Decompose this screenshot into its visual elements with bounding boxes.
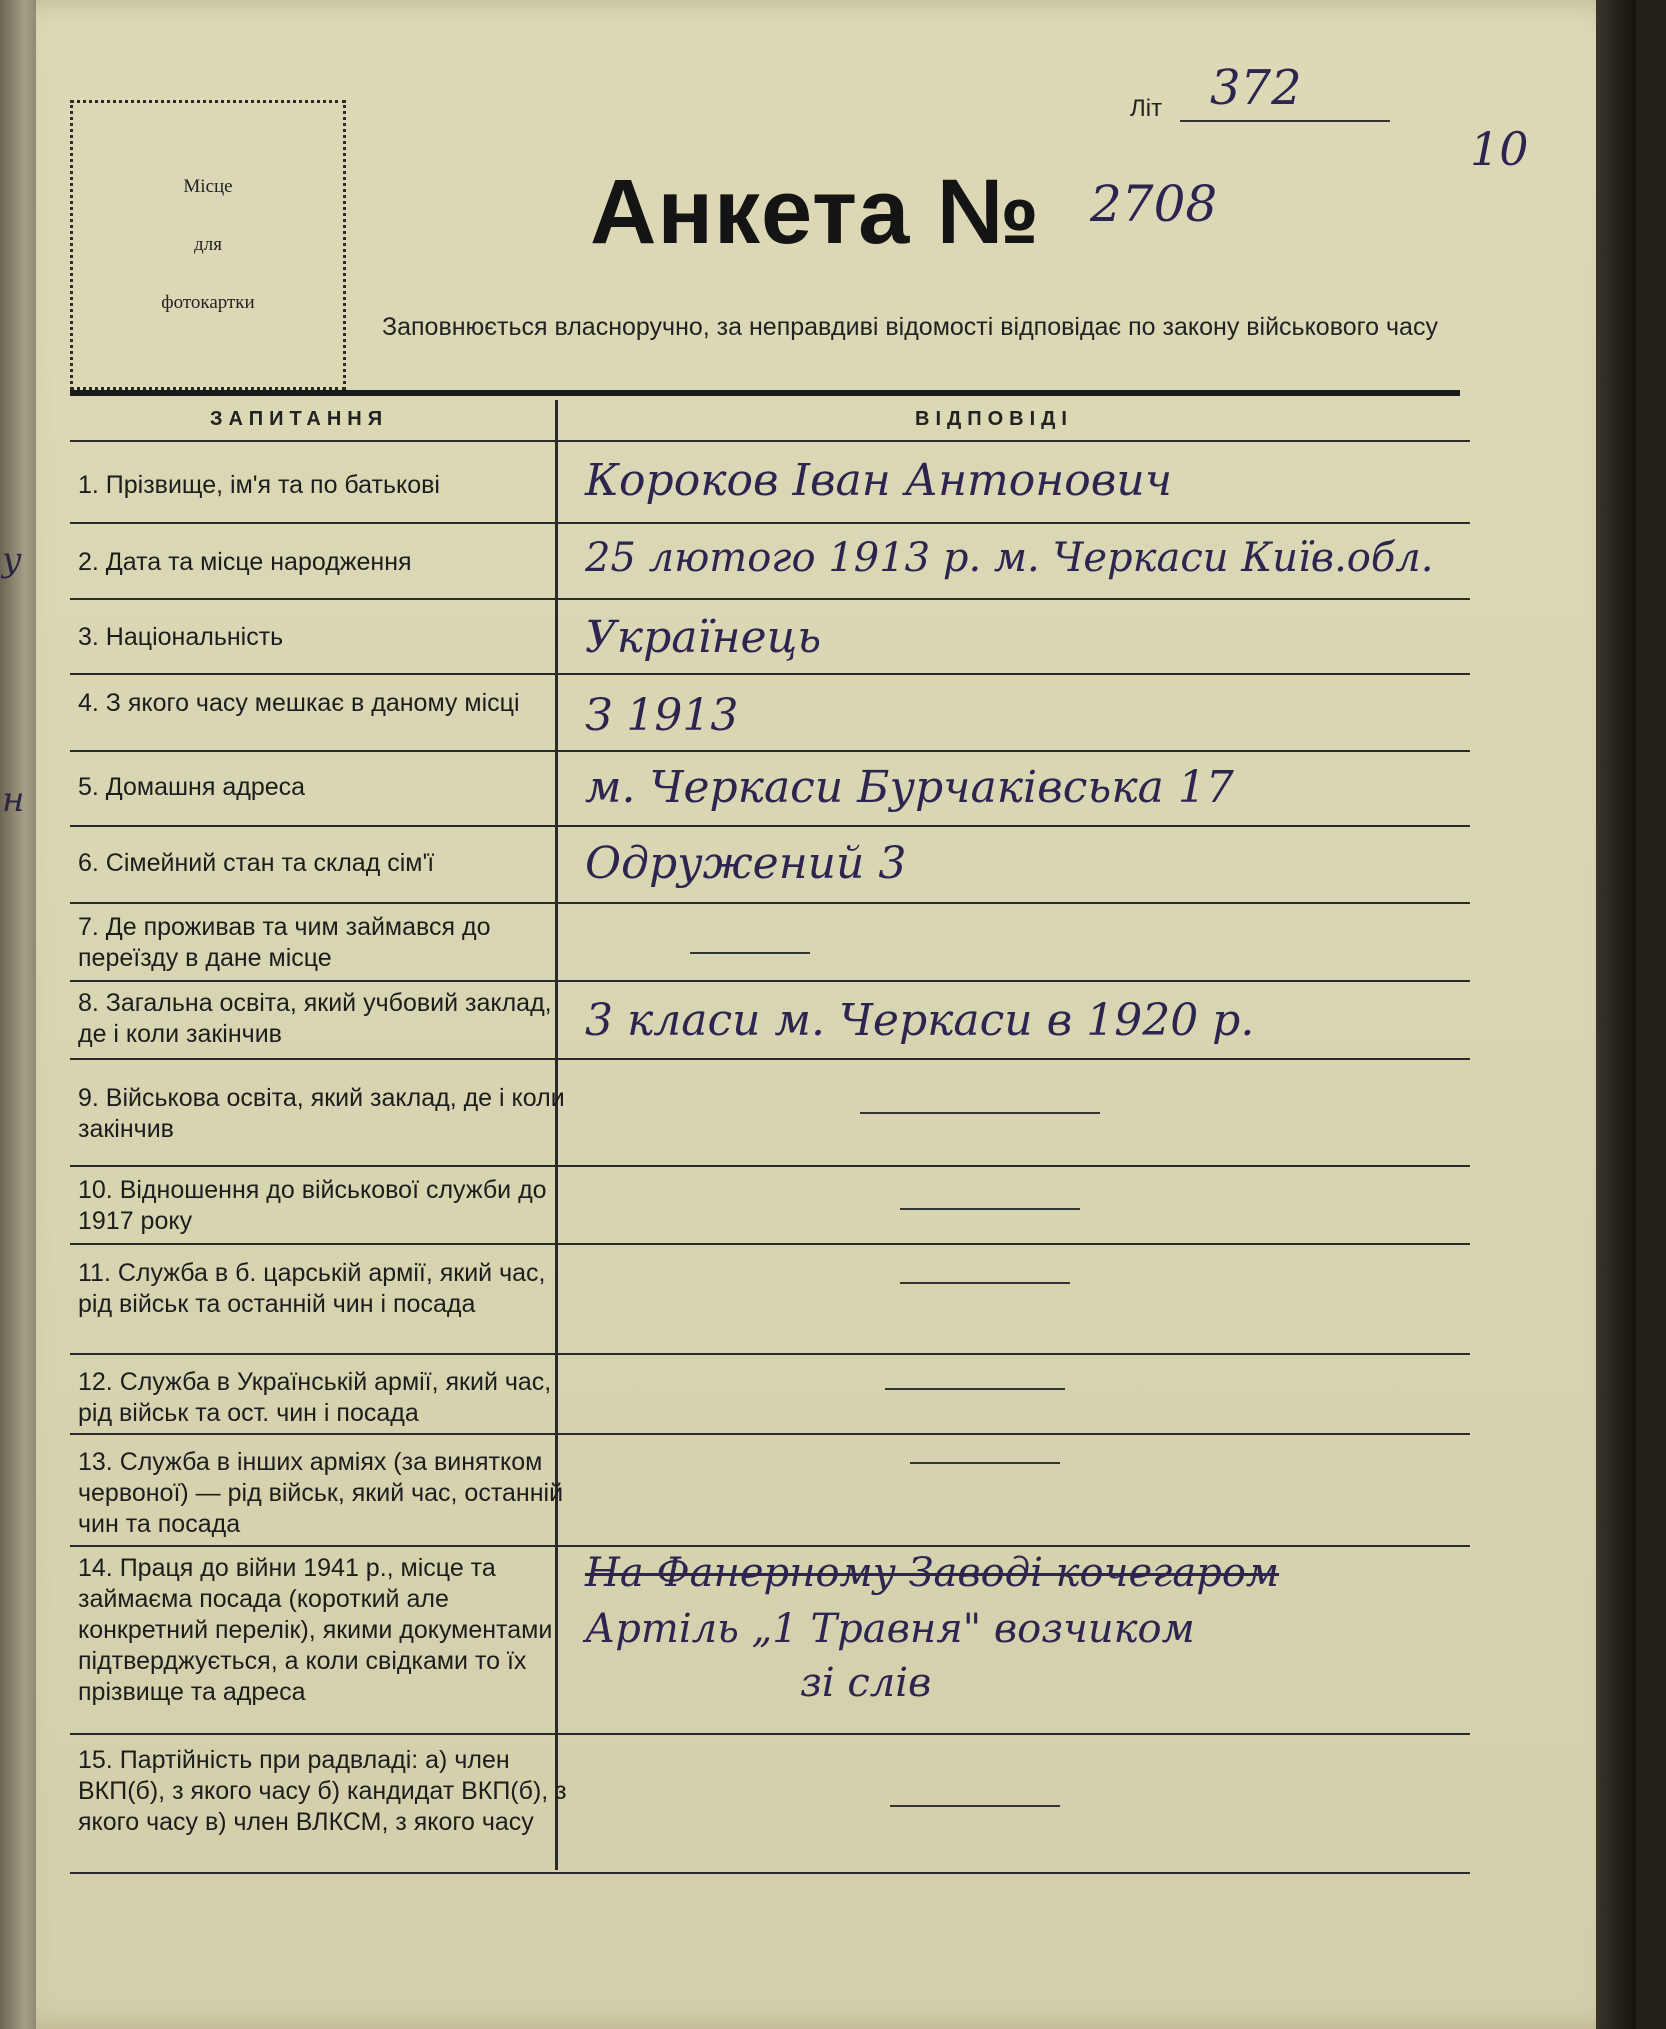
question-6: 6. Сімейний стан та склад сім'ї — [78, 849, 435, 877]
row-divider — [70, 598, 1470, 600]
question-3: 3. Національність — [78, 623, 284, 651]
question-2: 2. Дата та місце народження — [78, 548, 412, 576]
row-divider — [70, 673, 1470, 675]
header-rule — [70, 390, 1460, 396]
form-subtitle: Заповнюється власноручно, за неправдиві відомості відповідає по закону військового часу — [382, 313, 1438, 341]
answer-9-dash — [860, 1112, 1100, 1114]
answer-2: 25 лютого 1913 р. м. Черкаси Київ.обл. — [585, 535, 1434, 581]
answer-14-line2: Артіль „1 Травня" возчиком — [585, 1606, 1195, 1652]
row-divider — [70, 1353, 1470, 1355]
answer-8: 3 класи м. Черкаси в 1920 р. — [585, 995, 1255, 1046]
row-divider — [70, 522, 1470, 524]
row-divider — [70, 1058, 1470, 1060]
photo-placeholder — [70, 100, 346, 390]
photo-label-line: фотокартки — [161, 292, 255, 313]
question-1: 1. Прізвище, ім'я та по батькові — [78, 471, 440, 499]
answer-12-dash — [885, 1388, 1065, 1390]
question-7: 7. Де проживав та чим займався до переїзду в дане місце — [78, 913, 491, 972]
answer-14-struck: На Фанерному Заводі кочегаром — [585, 1550, 1280, 1596]
question-8: 8. Загальна освіта, який учбовий заклад, де і коли закінчив — [78, 989, 552, 1048]
form-title: Анкета № — [590, 161, 1041, 263]
row-divider — [70, 1165, 1470, 1167]
answer-1: Короков Іван Антонович — [585, 455, 1173, 506]
question-4: 4. З якого часу мешкає в даному місці — [78, 689, 520, 717]
photo-label-line: Місце — [183, 176, 233, 197]
answer-5: м. Черкаси Бурчаківська 17 — [585, 762, 1234, 813]
answer-15-dash — [890, 1805, 1060, 1807]
row-divider — [70, 1433, 1470, 1435]
question-11: 11. Служба в б. царській армії, який час, рід військ та останній чин і посада — [78, 1259, 546, 1318]
page-number: 10 — [1470, 122, 1529, 176]
adjacent-page-mark: y — [2, 540, 22, 580]
row-divider — [70, 825, 1470, 827]
question-15: 15. Партійність при радвладі: а) член ВКП(б), з якого часу б) кандидат ВКП(б), з якого часу в) член ВЛКСМ, з якого часу — [78, 1746, 567, 1836]
adjacent-page-mark: н — [2, 780, 25, 820]
question-10: 10. Відношення до військової служби до 1917 року — [78, 1176, 547, 1235]
row-divider — [70, 1545, 1470, 1547]
question-9: 9. Військова освіта, який заклад, де і коли закінчив — [78, 1084, 565, 1143]
answer-3: Українець — [585, 612, 822, 663]
answer-7-dash — [690, 952, 810, 954]
question-13: 13. Служба в інших арміях (за винятком червоної) — рід військ, який час, останній чин та посада — [78, 1448, 564, 1538]
question-12: 12. Служба в Українській армії, який час, рід військ та ост. чин і посада — [78, 1368, 552, 1427]
answer-14-line3: зі слів — [800, 1660, 932, 1706]
answer-13-dash — [910, 1462, 1060, 1464]
lit-underline — [1180, 120, 1390, 122]
form-number: 2708 — [1090, 175, 1218, 233]
answer-10-dash — [900, 1208, 1080, 1210]
lit-number: 372 — [1210, 60, 1302, 116]
row-divider — [70, 1733, 1470, 1735]
lit-label: Літ — [1130, 95, 1163, 122]
row-divider — [70, 440, 1470, 442]
header-answers: ВІДПОВІДІ — [915, 408, 1073, 430]
question-5: 5. Домашня адреса — [78, 773, 306, 801]
row-divider — [70, 750, 1470, 752]
answer-6: Одружений 3 — [585, 838, 907, 889]
table-bottom-rule — [70, 1872, 1470, 1874]
row-divider — [70, 902, 1470, 904]
answer-11-dash — [900, 1282, 1070, 1284]
row-divider — [70, 980, 1470, 982]
question-14: 14. Праця до війни 1941 р., місце та займаєма посада (короткий але конкретний перелік), якими документами підтверджується, а коли свідками то їх прізвище та адреса — [78, 1554, 553, 1706]
row-divider — [70, 1243, 1470, 1245]
header-questions: ЗАПИТАННЯ — [210, 408, 389, 430]
sheet-shadow-edge — [1596, 0, 1636, 2029]
photo-label-line: для — [194, 234, 222, 255]
answer-4: З 1913 — [585, 690, 739, 741]
